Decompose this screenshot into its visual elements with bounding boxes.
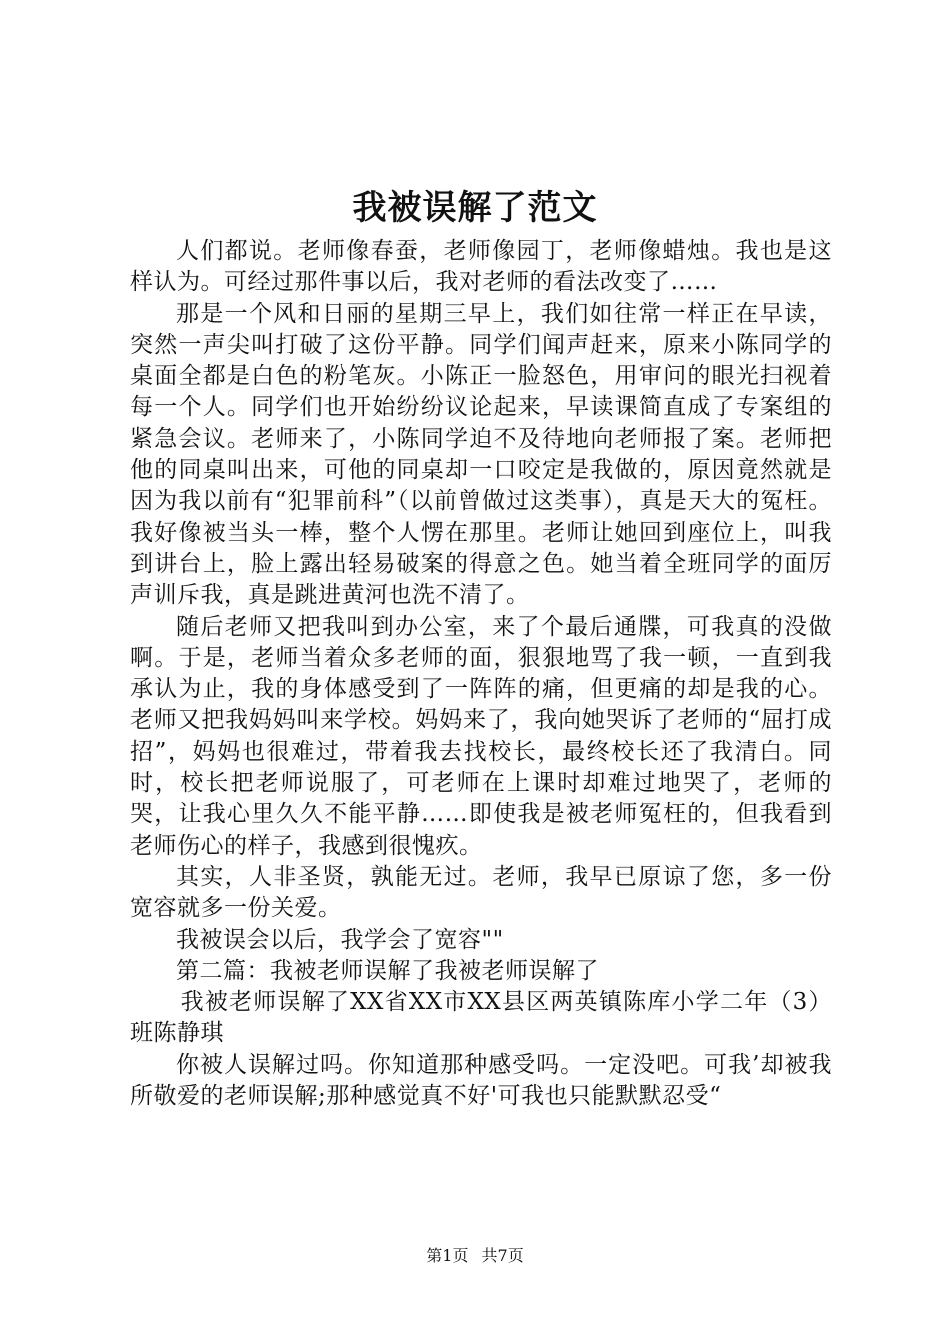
paragraph: 你被人误解过吗。你知道那种感受吗。一定没吧。可我’却被我所敬爱的老师误解;那种感觉真不好'可我也只能默默忍受“ <box>130 1051 832 1110</box>
document-body <box>130 236 832 1112</box>
page-footer <box>0 1245 950 1267</box>
paragraph: 那是一个风和日丽的星期三早上，我们如往常一样正在早读，突然一声尖叫打破了这份平静。同学们闻声赶来，原来小陈同学的桌面全都是白色的粉笔灰。小陈正一脸怒色，用审问的眼光扫视着每一个人。同学们也开始纷纷议论起来，早读课简直成了专案组的紧急会议。老师来了，小陈同学迫不及待地向老师报了案。老师把他的同桌叫出来，可他的同桌却一口咬定是我做的，原因竟然就是因为我以前有“犯罪前科”（以前曾做过这类事），真是天大的冤枉。我好像被当头一棒，整个人愣在那里。老师让她回到座位上，叫我到讲台上，脸上露出轻易破案的得意之色。她当着全班同学的面厉声训斥我，真是跳进黄河也洗不清了。 <box>130 300 832 609</box>
paragraph: 人们都说。老师像春蚕，老师像园丁，老师像蜡烛。我也是这样认为。可经过那件事以后，我对老师的看法改变了…… <box>130 238 832 296</box>
page-number: 第1页 <box>426 1246 469 1265</box>
document-title: 我被误解了范文 <box>352 188 598 228</box>
page-total: 共7页 <box>481 1246 524 1265</box>
paragraph: 其实，人非圣贤，孰能无过。老师，我早已原谅了您，多一份宽容就多一份关爱。 <box>130 863 832 922</box>
paragraph: 我被老师误解了XX省XX市XX县区两英镇陈库小学二年（3）班陈静琪 <box>130 989 832 1047</box>
paragraph: 我被误会以后，我学会了宽容"" <box>176 926 504 953</box>
paragraph: 随后老师又把我叫到办公室，来了个最后通牒，可我真的没做啊。于是，老师当着众多老师的面，狠狠地骂了我一顿，一直到我承认为止，我的身体感受到了一阵阵的痛，但更痛的却是我的心。老师又把我妈妈叫来学校。妈妈来了，我向她哭诉了老师的“屈打成招”，妈妈也很难过，带着我去找校长，最终校长还了我清白。同时，校长把老师说服了，可老师在上课时却难过地哭了，老师的哭，让我心里久久不能平静……即使我是被老师冤枉的，但我看到老师伤心的样子，我感到很愧疚。 <box>130 613 832 859</box>
section-heading: 第二篇：我被老师误解了我被老师误解了 <box>176 957 599 984</box>
